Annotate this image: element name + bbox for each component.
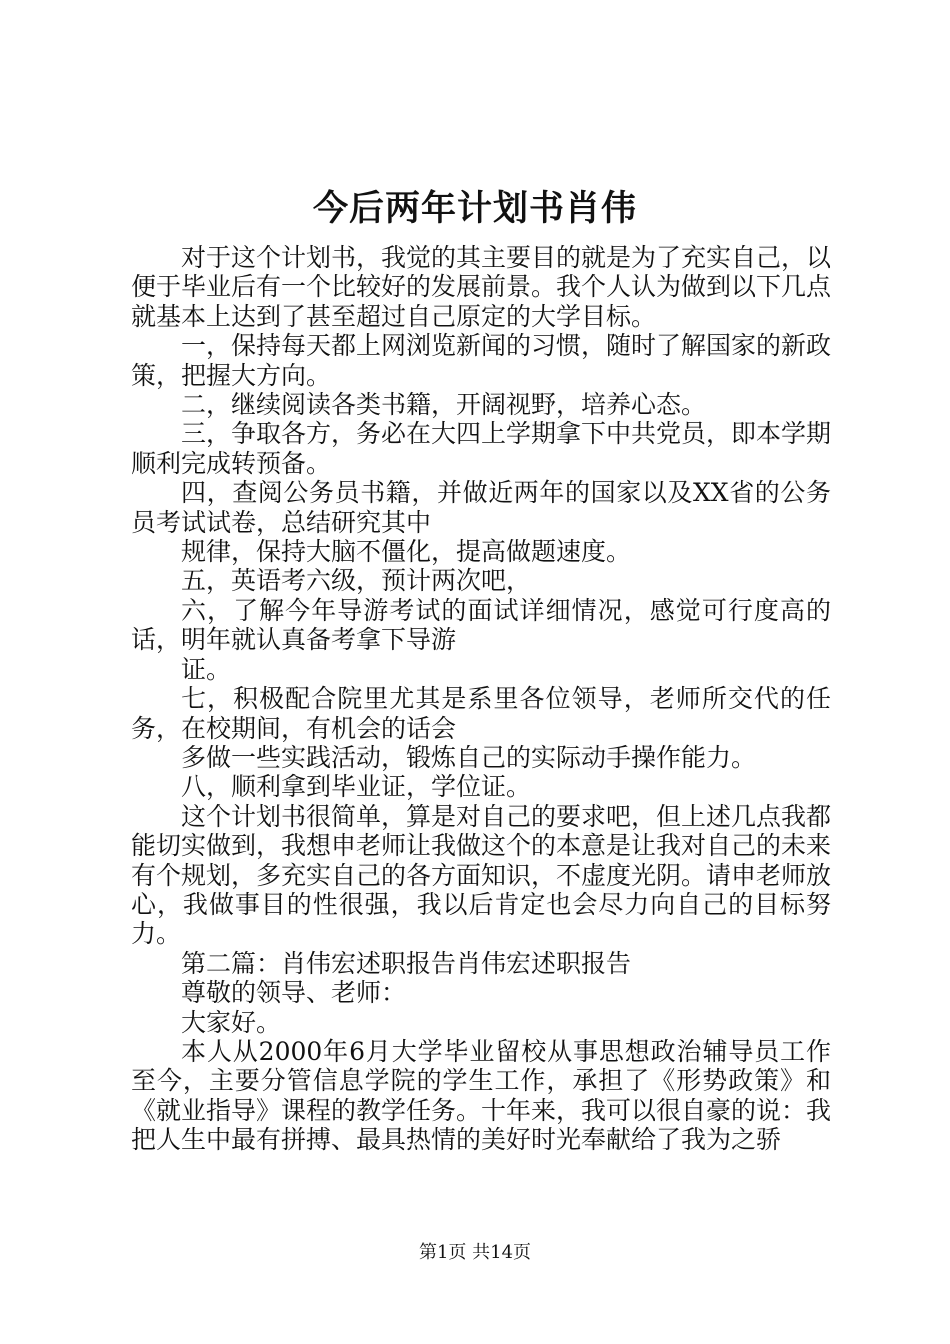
paragraph: 三，争取各方，务必在大四上学期拿下中共党员，即本学期顺利完成转预备。 [131,419,832,478]
document-title: 今后两年计划书肖伟 [312,188,637,229]
paragraph: 二，继续阅读各类书籍，开阔视野，培养心态。 [181,390,707,420]
paragraph: 一，保持每天都上网浏览新闻的习惯，随时了解国家的新政策，把握大方向。 [131,331,832,390]
paragraph: 这个计划书很简单，算是对自己的要求吧，但上述几点我都能切实做到，我想申老师让我做这个的本意是让我对自己的未来有个规划，多充实自己的各方面知识，不虚度光阴。请申老师放心，我做事目的性很强，我以后肯定也会尽力向自己的目标努力。 [131,801,832,949]
paragraph: 证。 [181,654,232,684]
document-body [131,243,831,1155]
paragraph: 八，顺利拿到毕业证，学位证。 [181,772,532,802]
paragraph: 规律，保持大脑不僵化，提高做题速度。 [181,537,632,567]
paragraph: 五，英语考六级，预计两次吧， [181,566,532,596]
paragraph: 对于这个计划书，我觉的其主要目的就是为了充实自己，以便于毕业后有一个比较好的发展前景。我个人认为做到以下几点就基本上达到了甚至超过自己原定的大学目标。 [131,243,832,331]
paragraph: 六，了解今年导游考试的面试详细情况，感觉可行度高的话，明年就认真备考拿下导游 [131,595,831,655]
salutation: 尊敬的领导、老师： [181,978,407,1008]
paragraph: 多做一些实践活动，锻炼自己的实际动手操作能力。 [181,742,757,772]
paragraph: 七，积极配合院里尤其是系里各位领导，老师所交代的任务，在校期间，有机会的话会 [131,684,831,743]
greeting: 大家好。 [181,1007,282,1037]
page-number: 第1页 共14页 [418,1242,532,1263]
paragraph: 四，查阅公务员书籍，并做近两年的国家以及XX省的公务员考试试卷，总结研究其中 [131,478,831,537]
paragraph: 本人从2000年6月大学毕业留校从事思想政治辅导员工作至今，主要分管信息学院的学生工作，承担了《形势政策》和《就业指导》课程的教学任务。十年来，我可以很自豪的说：我把人生中最有拼搏、最具热情的美好时光奉献给了我为之骄 [131,1036,832,1155]
section-heading: 第二篇：肖伟宏述职报告肖伟宏述职报告 [181,948,632,978]
